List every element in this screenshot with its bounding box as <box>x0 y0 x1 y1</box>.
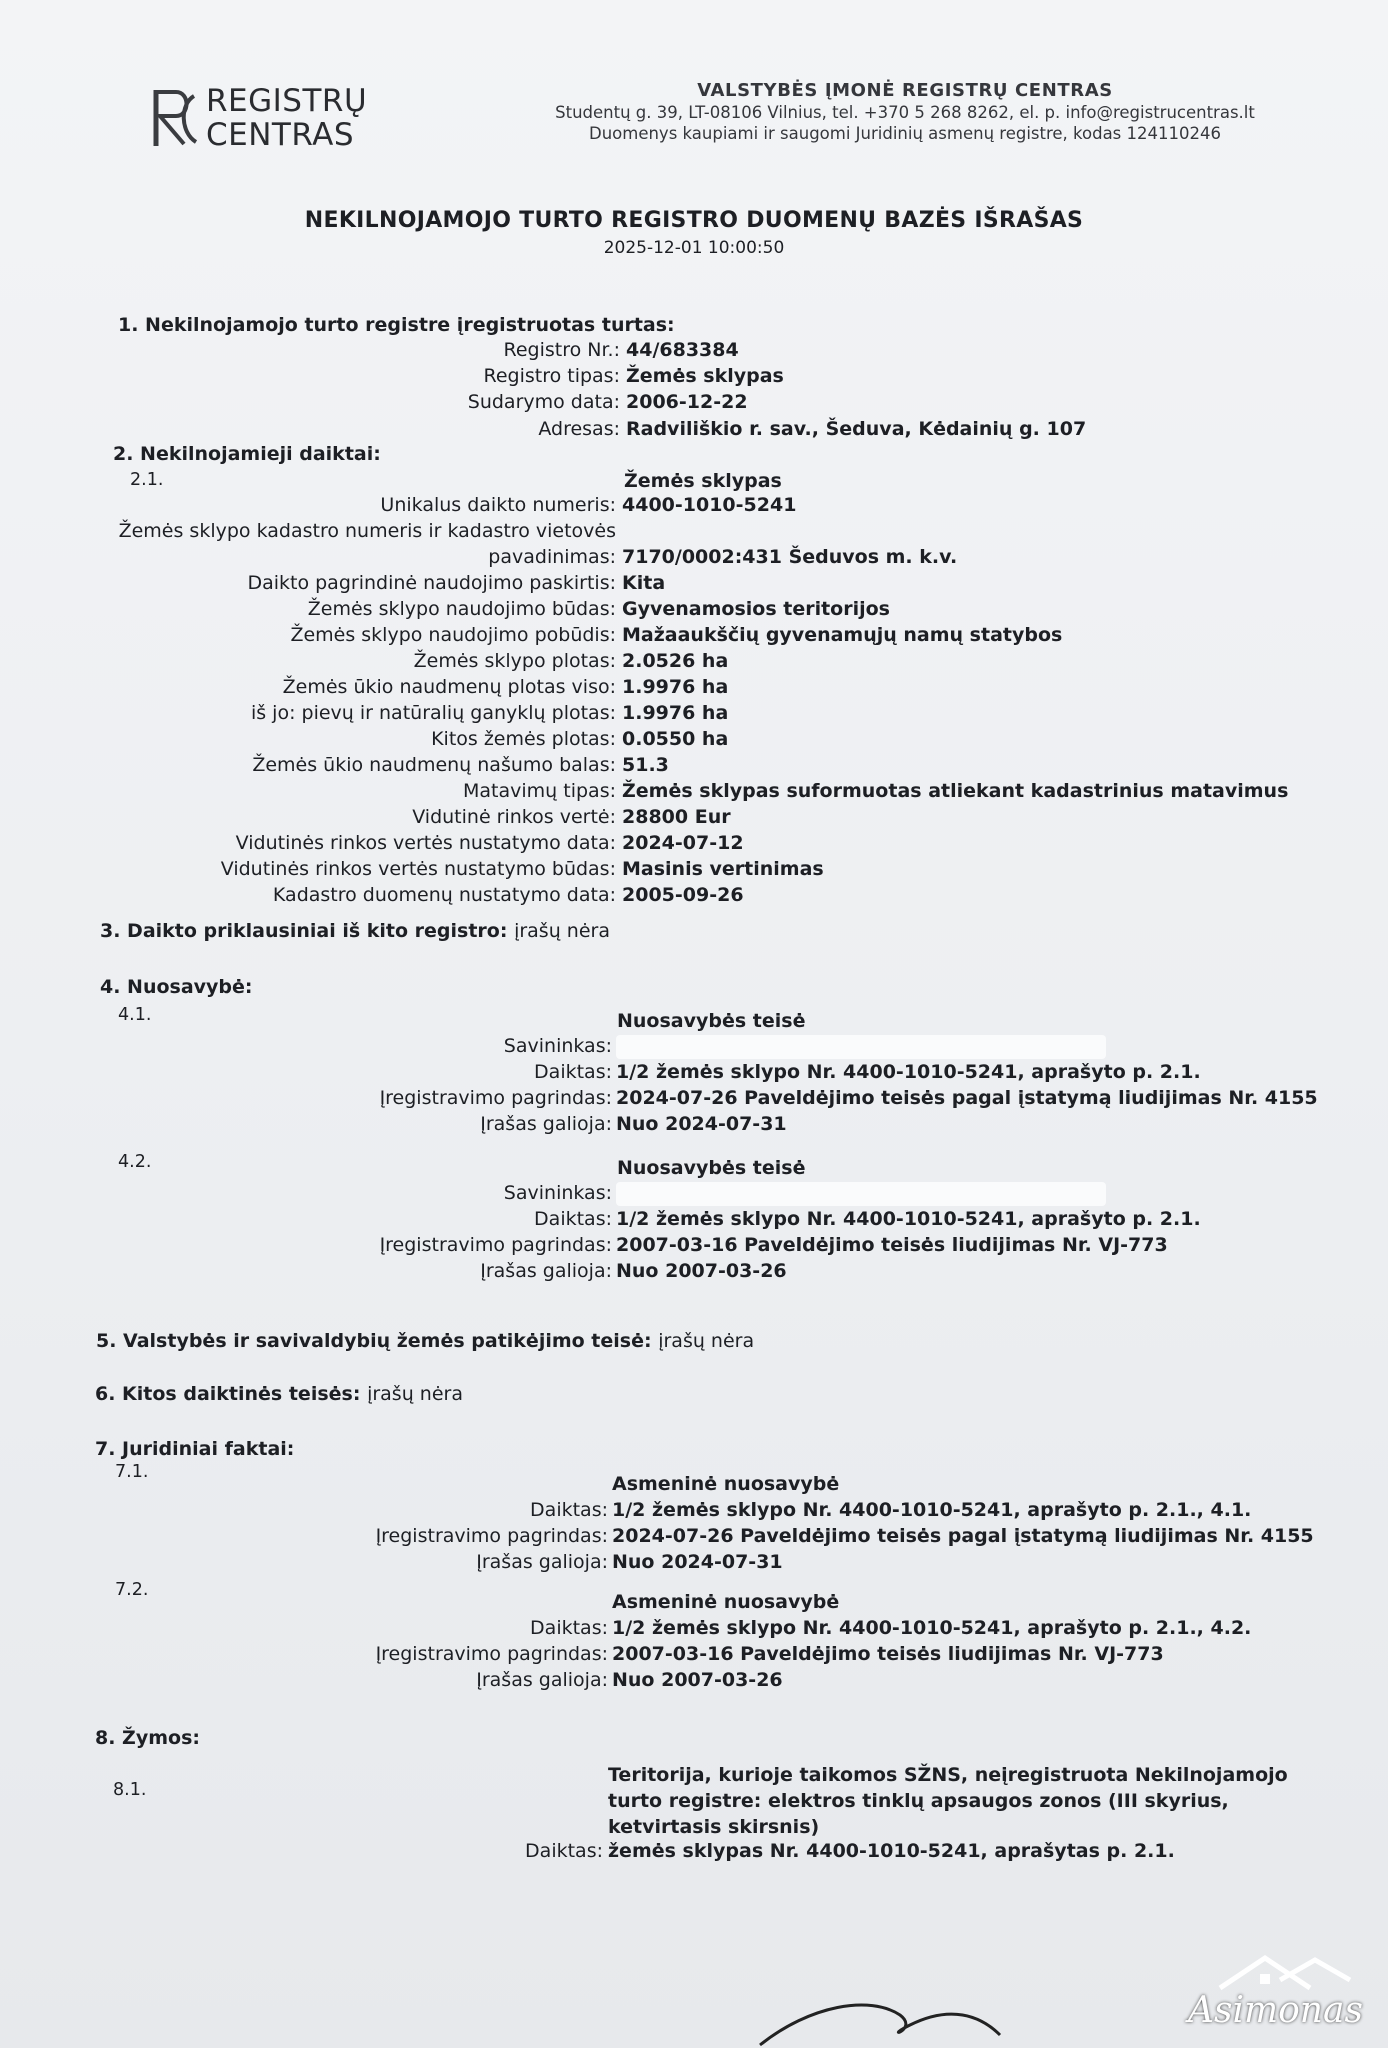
fact-basis-value: 2024-07-26 Paveldėjimo teisės pagal įstatymą liudijimas Nr. 4155 <box>612 1525 1314 1547</box>
fact-valid-label: Įrašas galioja: <box>476 1669 608 1691</box>
org-name: VALSTYBĖS ĮMONĖ REGISTRŲ CENTRAS <box>697 80 1113 101</box>
parcel-field-7-value: 1.9976 ha <box>622 676 729 698</box>
parcel-field-12-value: 28800 Eur <box>622 806 731 828</box>
fact-valid-label: Įrašas galioja: <box>476 1551 608 1573</box>
reg-field-2-value: 2006-12-22 <box>626 391 748 413</box>
ownership-basis-label: Įregistravimo pagrindas: <box>379 1234 612 1256</box>
parcel-field-10-label: Žemės ūkio naudmenų našumo balas: <box>252 754 616 776</box>
registru-centras-logo <box>150 84 367 152</box>
parcel-field-7-label: Žemės ūkio naudmenų plotas viso: <box>282 676 616 698</box>
reg-field-2-label: Sudarymo data: <box>467 391 620 413</box>
object-value: žemės sklypas Nr. 4400-1010-5241, aprašytas p. 2.1. <box>608 1840 1175 1862</box>
document-date: 2025-12-01 10:00:50 <box>603 238 785 258</box>
item-2-1-number: 2.1. <box>130 470 164 490</box>
parcel-field-14-label: Vidutinės rinkos vertės nustatymo būdas: <box>220 858 616 880</box>
section-3-heading: 3. Daikto priklausiniai iš kito registro: <box>100 920 508 942</box>
ownership-title: Nuosavybės teisė <box>617 1010 806 1032</box>
parcel-field-13-label: Vidutinės rinkos vertės nustatymo data: <box>235 832 616 854</box>
fact-title: Asmeninė nuosavybė <box>612 1473 840 1495</box>
parcel-field-2-label: pavadinimas: <box>488 546 616 568</box>
object-label: Daiktas: <box>525 1840 603 1862</box>
parcel-field-5-label: Žemės sklypo naudojimo pobūdis: <box>290 624 616 646</box>
org-note: Duomenys kaupiami ir saugomi Juridinių asmenų registre, kodas 124110246 <box>588 124 1221 143</box>
ownership-basis-value: 2024-07-26 Paveldėjimo teisės pagal įstatymą liudijimas Nr. 4155 <box>616 1087 1318 1109</box>
section-5-heading: 5. Valstybės ir savivaldybių žemės patikėjimo teisė: <box>96 1330 652 1352</box>
fact-valid-value: Nuo 2024-07-31 <box>612 1551 783 1573</box>
parcel-field-5-value: Mažaaukščių gyvenamųjų namų statybos <box>622 624 1063 646</box>
parcel-field-13-value: 2024-07-12 <box>622 832 744 854</box>
parcel-field-14-value: Masinis vertinimas <box>622 858 824 880</box>
fact-number: 7.1. <box>115 1462 149 1482</box>
owner-redaction <box>616 1035 1106 1059</box>
ownership-object-label: Daiktas: <box>534 1061 612 1083</box>
section-3-value: įrašų nėra <box>514 920 610 942</box>
parcel-field-2-value: 7170/0002:431 Šeduvos m. k.v. <box>622 546 958 568</box>
parcel-field-4-label: Žemės sklypo naudojimo būdas: <box>307 598 616 620</box>
reg-field-1-value: Žemės sklypas <box>626 365 784 387</box>
document-title: NEKILNOJAMOJO TURTO REGISTRO DUOMENŲ BAZĖS IŠRAŠAS <box>304 208 1084 233</box>
parcel-field-15-label: Kadastro duomenų nustatymo data: <box>272 884 616 906</box>
parcel-field-9-value: 0.0550 ha <box>622 728 729 750</box>
parcel-field-6-value: 2.0526 ha <box>622 650 729 672</box>
item-2-1-title: Žemės sklypas <box>624 470 782 492</box>
ownership-valid-label: Įrašas galioja: <box>480 1260 612 1282</box>
ownership-object-value: 1/2 žemės sklypo Nr. 4400-1010-5241, aprašyto p. 2.1. <box>616 1208 1201 1230</box>
watermark-text: Asimonas <box>1188 1990 1363 2031</box>
section-3 <box>100 920 610 942</box>
fact-valid-value: Nuo 2007-03-26 <box>612 1669 783 1691</box>
parcel-field-11-value: Žemės sklypas suformuotas atliekant kadastrinius matavimus <box>622 780 1289 802</box>
section-4-heading: 4. Nuosavybė: <box>100 976 253 998</box>
ownership-number: 4.2. <box>118 1152 152 1172</box>
owner-label: Savininkas: <box>503 1035 612 1057</box>
parcel-field-0-value: 4400-1010-5241 <box>622 494 797 516</box>
org-address: Studentų g. 39, LT-08106 Vilnius, tel. +370 5 268 8262, el. p. info@registrucentras.lt <box>555 103 1255 122</box>
parcel-field-3-label: Daikto pagrindinė naudojimo paskirtis: <box>247 572 616 594</box>
section-2-heading: 2. Nekilnojamieji daiktai: <box>113 443 381 465</box>
fact-title: Asmeninė nuosavybė <box>612 1591 840 1613</box>
parcel-field-11-label: Matavimų tipas: <box>463 780 616 802</box>
ownership-object-label: Daiktas: <box>534 1208 612 1230</box>
ownership-basis-value: 2007-03-16 Paveldėjimo teisės liudijimas Nr. VJ-773 <box>616 1234 1168 1256</box>
parcel-field-3-value: Kita <box>622 572 666 594</box>
ownership-number: 4.1. <box>118 1005 152 1025</box>
reg-field-3-value: Radviliškio r. sav., Šeduva, Kėdainių g. 107 <box>626 418 1087 440</box>
parcel-field-1-label: Žemės sklypo kadastro numeris ir kadastro vietovės <box>118 520 616 542</box>
section-1-heading: 1. Nekilnojamojo turto registre įregistruotas turtas: <box>118 314 675 336</box>
item-8-1-number: 8.1. <box>113 1780 147 1800</box>
reg-field-0-label: Registro Nr.: <box>503 339 620 361</box>
fact-number: 7.2. <box>115 1580 149 1600</box>
section-7-heading: 7. Juridiniai faktai: <box>95 1438 295 1460</box>
signature-stroke <box>750 1985 1010 2048</box>
parcel-field-15-value: 2005-09-26 <box>622 884 744 906</box>
logo-line-2: CENTRAS <box>206 117 355 153</box>
ownership-valid-label: Įrašas galioja: <box>480 1113 612 1135</box>
fact-object-value: 1/2 žemės sklypo Nr. 4400-1010-5241, aprašyto p. 2.1., 4.2. <box>612 1617 1252 1639</box>
reg-field-1-label: Registro tipas: <box>483 365 620 387</box>
section-6-heading: 6. Kitos daiktinės teisės: <box>95 1383 361 1405</box>
fact-basis-value: 2007-03-16 Paveldėjimo teisės liudijimas Nr. VJ-773 <box>612 1643 1164 1665</box>
logo-line-1: REGISTRŲ <box>206 83 368 119</box>
parcel-field-10-value: 51.3 <box>622 754 669 776</box>
ownership-valid-value: Nuo 2024-07-31 <box>616 1113 787 1135</box>
parcel-field-8-value: 1.9976 ha <box>622 702 729 724</box>
parcel-field-8-label: iš jo: pievų ir natūralių ganyklų plotas: <box>250 702 616 724</box>
section-6-value: įrašų nėra <box>367 1383 463 1405</box>
fact-basis-label: Įregistravimo pagrindas: <box>375 1643 608 1665</box>
fact-basis-label: Įregistravimo pagrindas: <box>375 1525 608 1547</box>
ownership-title: Nuosavybės teisė <box>617 1157 806 1179</box>
parcel-field-4-value: Gyvenamosios teritorijos <box>622 598 890 620</box>
item-8-1-text: Teritorija, kurioje taikomos SŽNS, neįregistruota Nekilnojamojo turto registre: elektros tinklų apsaugos zonos (III skyrius, ketvirtasis skirsnis) <box>608 1764 1288 1838</box>
ownership-basis-label: Įregistravimo pagrindas: <box>379 1087 612 1109</box>
reg-field-3-label: Adresas: <box>538 418 620 440</box>
section-6 <box>95 1383 463 1405</box>
section-5-value: įrašų nėra <box>658 1330 755 1352</box>
fact-object-label: Daiktas: <box>530 1617 608 1639</box>
rc-logo-icon <box>150 86 202 150</box>
ownership-object-value: 1/2 žemės sklypo Nr. 4400-1010-5241, aprašyto p. 2.1. <box>616 1061 1201 1083</box>
parcel-field-0-label: Unikalus daikto numeris: <box>380 494 616 516</box>
section-5 <box>96 1330 754 1352</box>
owner-label: Savininkas: <box>503 1182 612 1204</box>
ownership-valid-value: Nuo 2007-03-26 <box>616 1260 787 1282</box>
org-info <box>505 80 1305 143</box>
parcel-field-9-label: Kitos žemės plotas: <box>431 728 616 750</box>
fact-object-label: Daiktas: <box>530 1499 608 1521</box>
parcel-field-12-label: Vidutinė rinkos vertė: <box>412 806 616 828</box>
section-8-heading: 8. Žymos: <box>95 1727 200 1749</box>
fact-object-value: 1/2 žemės sklypo Nr. 4400-1010-5241, aprašyto p. 2.1., 4.1. <box>612 1499 1252 1521</box>
reg-field-0-value: 44/683384 <box>626 339 739 361</box>
owner-redaction <box>616 1182 1106 1206</box>
parcel-field-6-label: Žemės sklypo plotas: <box>413 650 616 672</box>
